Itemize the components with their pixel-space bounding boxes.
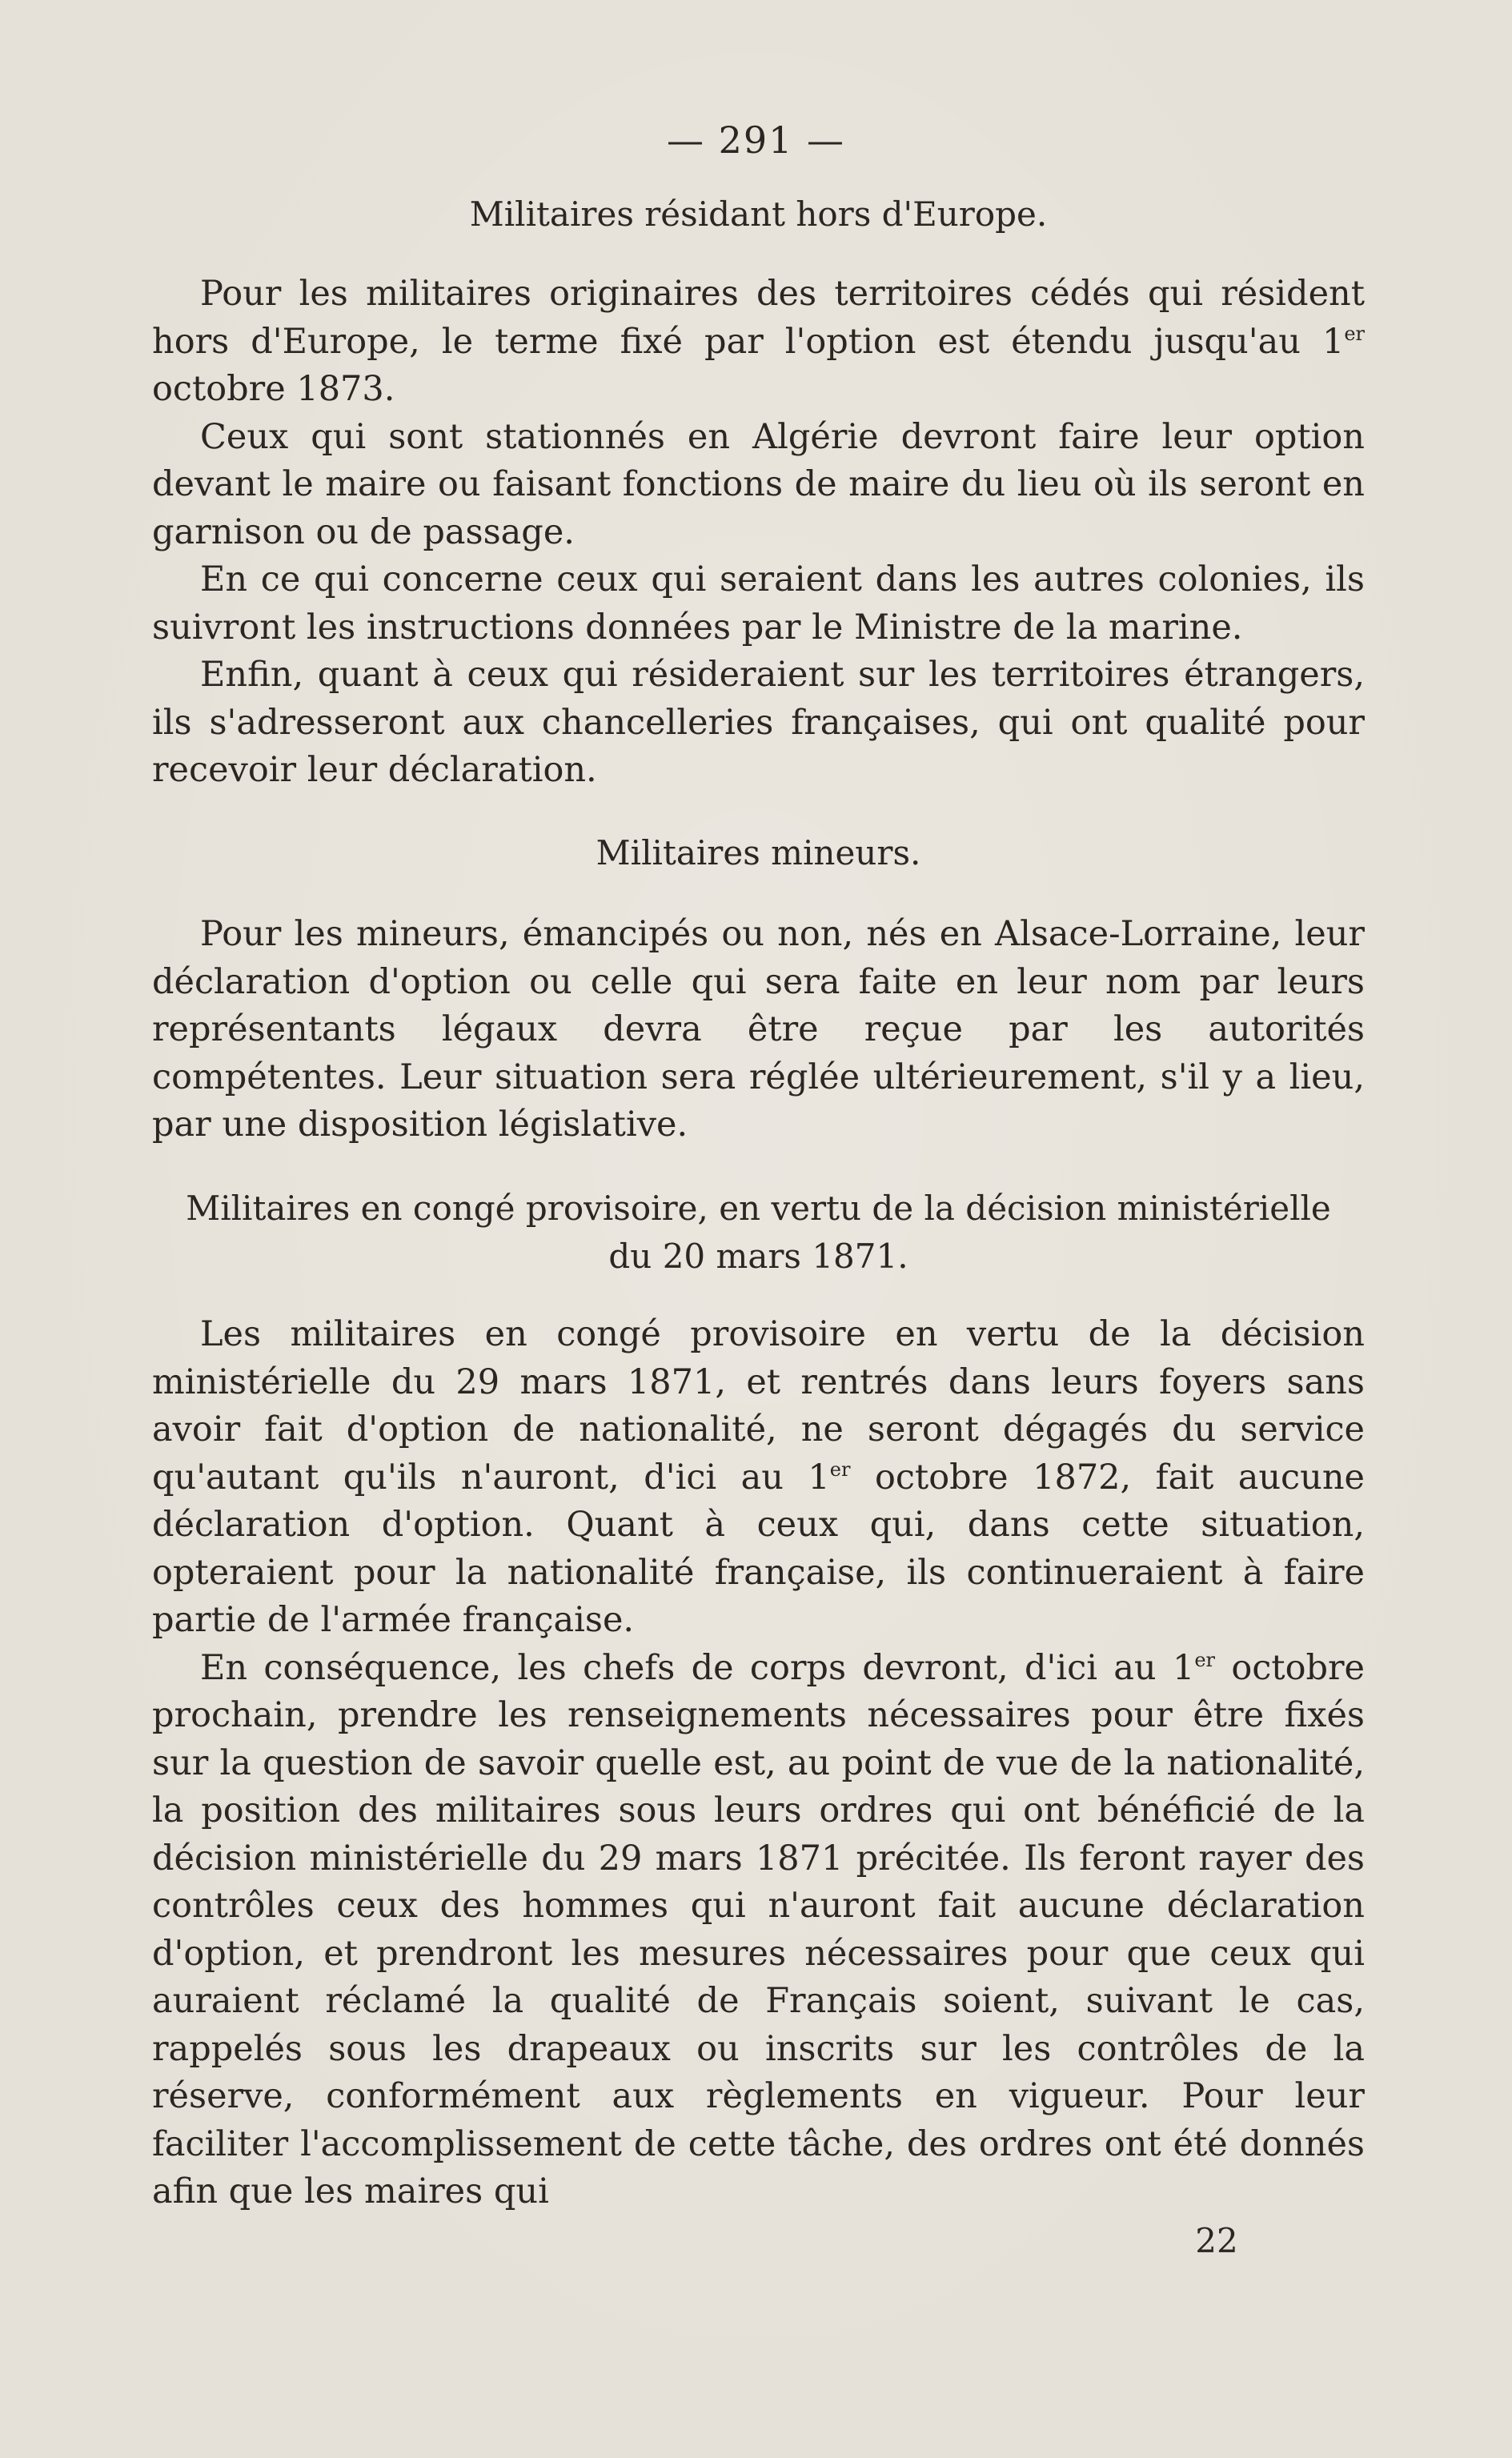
- section-overseas: [152, 190, 1365, 795]
- section-heading: Militaires en congé provisoire, en vertu de la décision ministérielle du 20 mars 1871.: [186, 1189, 1331, 1276]
- paragraph: Pour les militaires originaires des territoires cédés qui résident hors d'Europe, le terme fixé par l'option est étendu jusqu'au 1er octobre 1873.: [152, 274, 1365, 409]
- page-number: — 291 —: [666, 118, 846, 162]
- signature-mark: 22: [1195, 2221, 1238, 2260]
- paragraph: Les militaires en congé provisoire en vertu de la décision ministérielle du 29 mars 1871, et rentrés dans leurs foyers sans avoir fait d'option de nationalité, ne seront dégagés du service qu'autant qu'ils n'auront, d'ici au 1er octobre 1872, fait aucune déclaration d'option. Quant à ceux qui, dans cette situation, opteraient pour la nationalité française, ils continueraient à faire partie de l'armée française.: [152, 1314, 1365, 1640]
- paragraph: Ceux qui sont stationnés en Algérie devront faire leur option devant le maire ou faisant fonctions de maire du lieu où ils seront en garnison ou de passage.: [152, 416, 1365, 552]
- paragraph: Enfin, quant à ceux qui résideraient sur les territoires étrangers, ils s'adresseront aux chancelleries françaises, qui ont qualité pour recevoir leur déclaration.: [152, 655, 1365, 790]
- section-minors: [152, 829, 1365, 1149]
- section-heading: Militaires résidant hors d'Europe.: [469, 194, 1048, 234]
- paragraph: En conséquence, les chefs de corps devront, d'ici au 1er octobre prochain, prendre les renseignements nécessaires pour être fixés sur la question de savoir quelle est, au point de vue de la nationalité, la position des militaires sous leurs ordres qui ont bénéficié de la décision ministérielle du 29 mars 1871 précitée. Ils feront rayer des contrôles ceux des hommes qui n'auront fait aucune déclaration d'option, et prendront les mesures nécessaires pour que ceux qui auraient réclamé la qualité de Français soient, suivant le cas, rappelés sous les drapeaux ou inscrits sur les contrôles de la réserve, conformément aux règlements en vigueur. Pour leur faciliter l'accomplissement de cette tâche, des ordres ont été donnés afin que les maires qui: [152, 1647, 1365, 2211]
- paragraph: Pour les mineurs, émancipés ou non, nés en Alsace-Lorraine, leur déclaration d'option ou celle qui sera faite en leur nom par leurs représentants légaux devra être reçue par les autorités compétentes. Leur situation sera réglée ultérieurement, s'il y a lieu, par une disposition législative.: [152, 914, 1365, 1145]
- section-provisional-leave: [152, 1185, 1365, 2216]
- paragraph: En ce qui concerne ceux qui seraient dans les autres colonies, ils suivront les instructions données par le Ministre de la marine.: [152, 559, 1365, 648]
- section-heading: Militaires mineurs.: [596, 833, 921, 872]
